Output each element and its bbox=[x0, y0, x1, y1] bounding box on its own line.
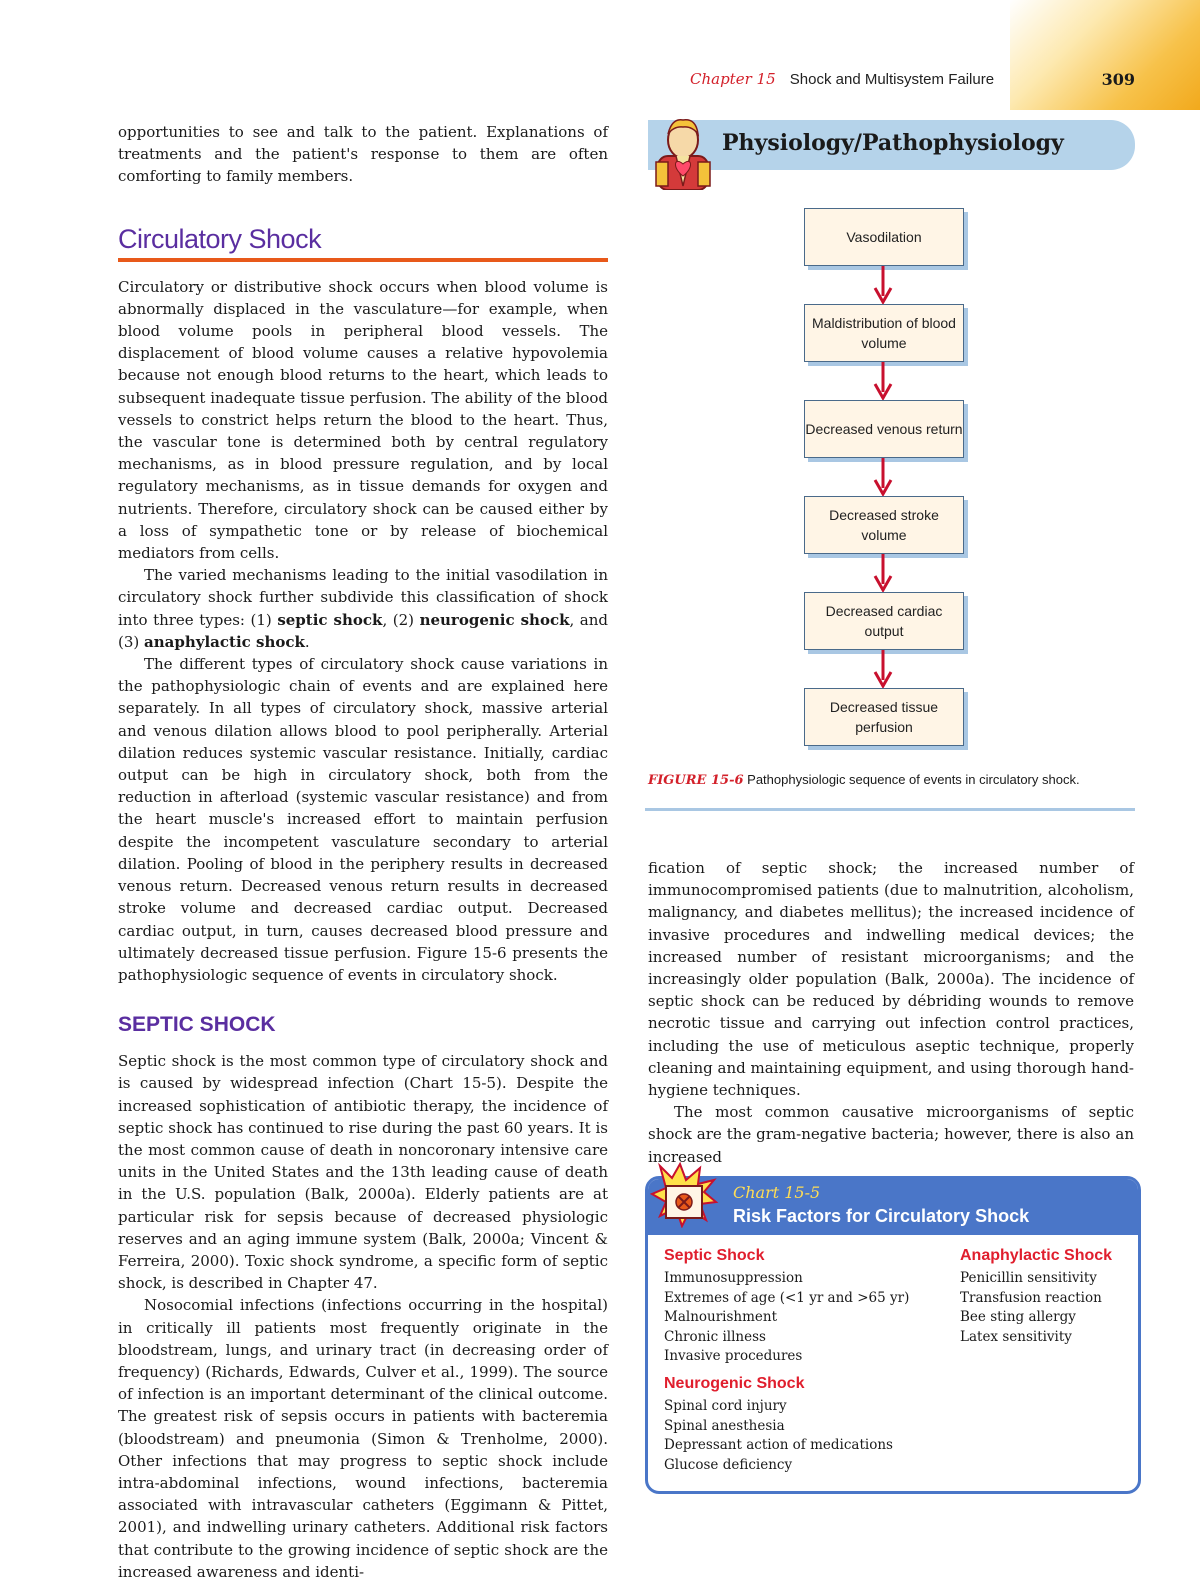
flow-step-vasodilation: Vasodilation bbox=[804, 208, 964, 266]
anaphylactic-risk-list bbox=[960, 1269, 1102, 1347]
flow-arrow-5 bbox=[873, 650, 893, 688]
chart-header bbox=[648, 1179, 1138, 1235]
paragraph: The most common causative microorganisms of septic shock are the gram-negative bacteria; however, there is also an increased bbox=[648, 1103, 1134, 1166]
paragraph: The different types of circulatory shock cause variations in the pathophysiologic chain of events and are explained here separately. In all types of circulatory shock, massive arterial and venous dilation allows blood to pool peripherally. Arterial dilation reduces systemic vascular resistance. Initially, cardiac output can be high in circulatory shock, both from the reduction in afterload (systemic vascular resistance) and from the heart muscle's increased effort to maintain perfusion despite the incompetent vasculature secondary to arterial dilation. Pooling of blood in the periphery results in decreased venous return. Decreased venous return results in decreased stroke volume and decreased cardiac output. Decreased cardiac output, in turn, causes decreased blood pressure and ultimately decreased tissue perfusion. Figure 15-6 presents the pathophysiologic sequence of events in circulatory shock. bbox=[118, 655, 608, 984]
flow-arrow-4 bbox=[873, 554, 893, 592]
person-icon bbox=[652, 116, 714, 190]
anaphylactic-shock-heading: Anaphylactic Shock bbox=[960, 1247, 1113, 1264]
paragraph: fication of septic shock; the increased number of immunocompromised patients (due to malnutrition, alcoholism, malignancy, and diabetes mellitus); the increased incidence of invasive procedures and indwelling medical devices; the increased number of resistant microorganisms; and the increasingly older population (Balk, 2000a). The incidence of septic shock can be reduced by débriding wounds to remove necrotic tissue and carrying out infection control practices, including the use of meticulous aseptic technique, properly cleaning and maintaining equipment, and using thorough hand-hygiene techniques. bbox=[648, 859, 1134, 1100]
chapter-title: Shock and Multisystem Failure bbox=[789, 71, 995, 88]
subheading-septic-shock: SEPTIC SHOCK bbox=[118, 1013, 276, 1037]
list-item: Invasive procedures bbox=[664, 1348, 803, 1365]
flow-step-tissue-perfusion: Decreased tissue perfusion bbox=[804, 688, 964, 746]
septic-shock-heading: Septic Shock bbox=[664, 1247, 765, 1264]
flow-step-maldistribution: Maldistribution of blood volume bbox=[804, 304, 964, 362]
physiology-banner bbox=[648, 120, 1135, 170]
paragraph: Circulatory or distributive shock occurs when blood volume is abnormally displaced in the vasculature—for example, when blood volume pools in peripheral blood vessels. The displacement of blood volume causes a relative hypovolemia because not enough blood returns to the heart, which leads to subsequent inadequate tissue perfusion. The ability of the blood vessels to constrict helps return the blood to the heart. Thus, the vascular tone is determined both by central regulatory mechanisms, as in blood pressure regulation, and by local regulatory mechanisms, as in tissue demands for oxygen and nutrients. Therefore, circulatory shock can be caused either by a loss of sympathetic tone or by release of biochemical mediators from cells. bbox=[118, 277, 608, 563]
chart-title: Risk Factors for Circulatory Shock bbox=[733, 1206, 1030, 1226]
term-anaphylactic-shock: anaphylactic shock bbox=[144, 632, 305, 651]
paragraph-types: The varied mechanisms leading to the initial vasodilation in circulatory shock further subdivide this classification of shock into three types: (1) septic shock, (2) neurogenic shock, and (3) anaphylactic shock. bbox=[118, 566, 609, 651]
flow-arrow-2 bbox=[873, 362, 893, 400]
list-item: Transfusion reaction bbox=[960, 1289, 1102, 1306]
section-heading: Circulatory Shock bbox=[118, 222, 608, 262]
list-item: Spinal anesthesia bbox=[664, 1417, 785, 1434]
page-number: 309 bbox=[1101, 70, 1135, 89]
flow-step-stroke-volume: Decreased stroke volume bbox=[804, 496, 964, 554]
figure-caption-text: Pathophysiologic sequence of events in circulatory shock. bbox=[747, 772, 1080, 787]
chapter-label: Chapter 15 bbox=[690, 70, 776, 88]
list-item: Spinal cord injury bbox=[664, 1398, 787, 1414]
figure-caption bbox=[648, 772, 1138, 788]
list-item: Chronic illness bbox=[664, 1328, 766, 1345]
septic-risk-list bbox=[664, 1269, 909, 1367]
term-septic-shock: septic shock bbox=[277, 610, 383, 629]
list-item: Extremes of age (<1 yr and >65 yr) bbox=[664, 1289, 910, 1306]
flow-arrow-3 bbox=[873, 458, 893, 496]
list-item: Malnourishment bbox=[664, 1309, 778, 1326]
term-neurogenic-shock: neurogenic shock bbox=[419, 610, 570, 629]
list-item: Immunosuppression bbox=[664, 1270, 803, 1286]
list-item: Glucose deficiency bbox=[664, 1456, 793, 1473]
running-head bbox=[690, 70, 1135, 94]
figure-divider bbox=[645, 808, 1135, 811]
neurogenic-shock-heading: Neurogenic Shock bbox=[664, 1375, 805, 1392]
flow-step-venous-return: Decreased venous return bbox=[804, 400, 964, 458]
flow-arrow-1 bbox=[873, 266, 893, 304]
right-column bbox=[648, 857, 1134, 1168]
intro-paragraph: opportunities to see and talk to the patient. Explanations of treatments and the patient's response to them are often comforting to family members. bbox=[118, 123, 608, 186]
banner-title: Physiology/Pathophysiology bbox=[722, 130, 1064, 156]
neurogenic-risk-list bbox=[664, 1397, 893, 1475]
list-item: Penicillin sensitivity bbox=[960, 1270, 1097, 1286]
paragraph: Nosocomial infections (infections occurring in the hospital) in critically ill patients most frequently originate in the bloodstream, lungs, and urinary tract (in decreasing order of frequency) (Richards, Edwards, Culver et al., 1999). The source of infection is an important determinant of the clinical outcome. The greatest risk of sepsis occurs in patients with bacteremia (bloodstream) and pneumonia (Simon & Trenholme, 2000). Other infections that may progress to septic shock include intra-abdominal infections, wound infections, bacteremia associated with intravascular catheters (Eggimann & Pittet, 2001), and indwelling urinary catheters. Additional risk factors that contribute to the growing incidence of septic shock are the increased awareness and identi- bbox=[118, 1296, 608, 1581]
figure-label: FIGURE 15-6 bbox=[648, 773, 744, 788]
chart-burst-icon bbox=[650, 1162, 720, 1228]
list-item: Latex sensitivity bbox=[960, 1328, 1072, 1345]
list-item: Bee sting allergy bbox=[960, 1309, 1076, 1326]
left-column bbox=[118, 121, 608, 1583]
flow-step-cardiac-output: Decreased cardiac output bbox=[804, 592, 964, 650]
chart-number: Chart 15-5 bbox=[733, 1183, 821, 1202]
list-item: Depressant action of medications bbox=[664, 1437, 893, 1454]
paragraph: Septic shock is the most common type of circulatory shock and is caused by widespread infection (Chart 15-5). Despite the increased sophistication of antibiotic therapy, the incidence of septic shock has continued to rise during the past 60 years. It is the most common cause of death in noncoronary intensive care units in the United States and the 13th leading cause of death in the U.S. population (Balk, 2000a). Elderly patients are at particular risk for sepsis because of decreased physiologic reserves and an aging immune system (Balk, 2000a; Vincent & Ferreira, 2000). Toxic shock syndrome, a specific form of septic shock, is described in Chapter 47. bbox=[118, 1052, 608, 1293]
